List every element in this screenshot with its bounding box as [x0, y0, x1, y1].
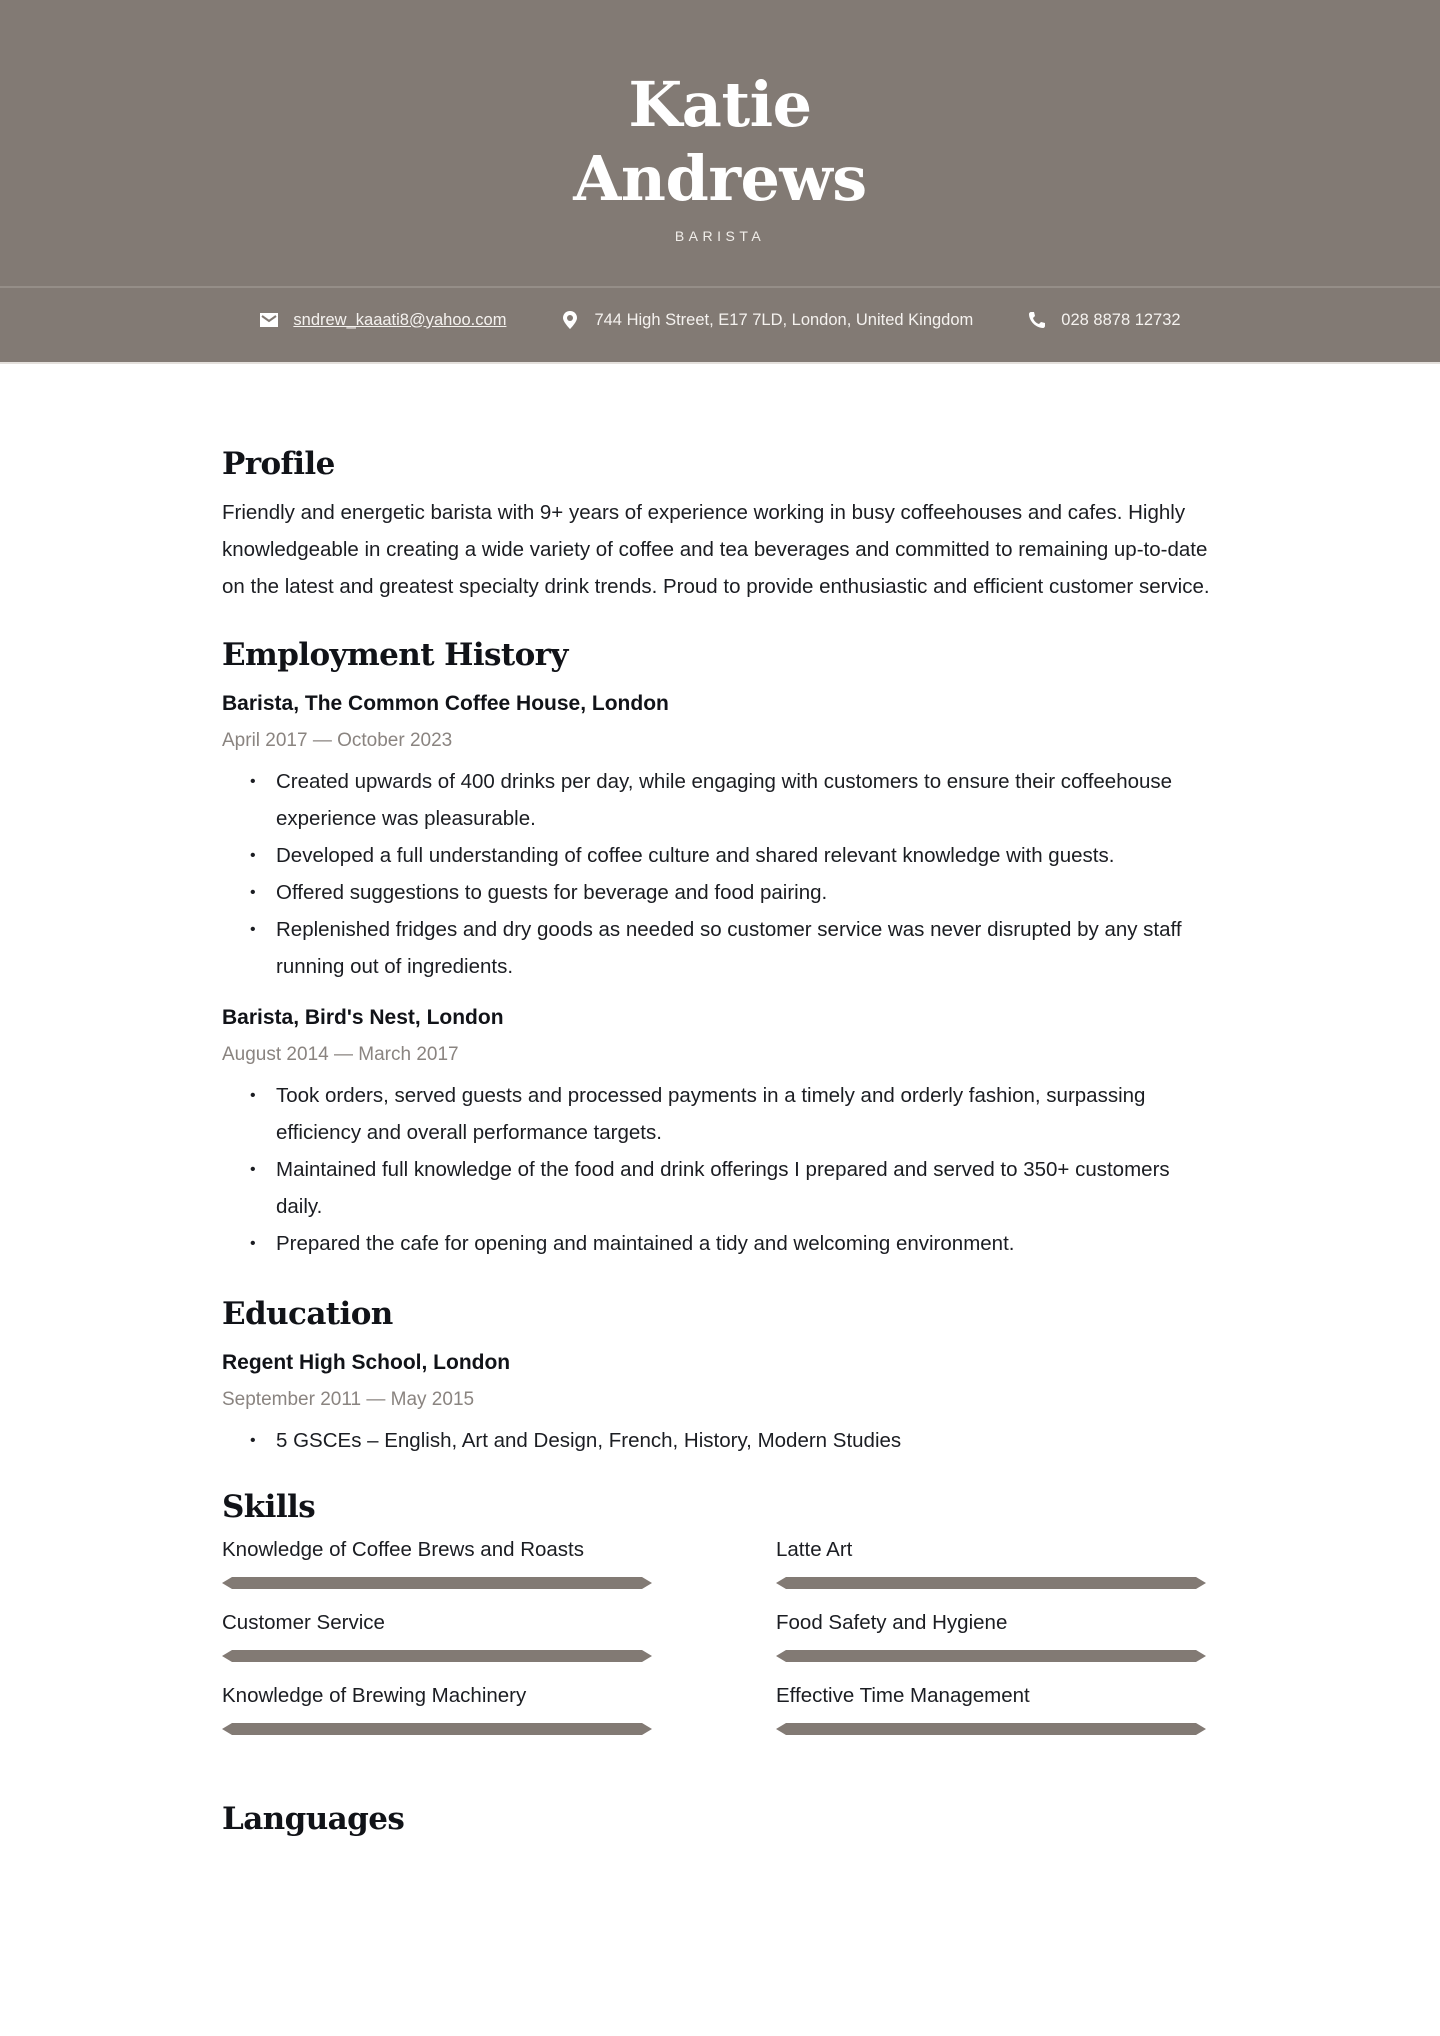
skill-item: [776, 1535, 1206, 1608]
employment-section: [222, 635, 1218, 1262]
bullet-item: • Developed a full understanding of coffee culture and shared relevant knowledge with guests.: [222, 837, 1218, 874]
first-name: Katie: [628, 68, 812, 141]
map-pin-icon: [560, 310, 580, 330]
bullet-item: • Prepared the cafe for opening and maintained a tidy and welcoming environment.: [222, 1225, 1218, 1262]
skill-label: Knowledge of Brewing Machinery: [222, 1684, 527, 1707]
job-title: Barista, Bird's Nest, London: [222, 1006, 504, 1029]
skill-label: Effective Time Management: [776, 1684, 1030, 1707]
header-divider: [0, 286, 1440, 288]
contact-email: [259, 310, 506, 330]
contact-address: [560, 310, 973, 330]
contact-bar: [0, 308, 1440, 332]
skills-section: [222, 1487, 1218, 1754]
last-name: Andrews: [573, 142, 867, 215]
skill-label: Food Safety and Hygiene: [776, 1611, 1008, 1634]
skill-item: [222, 1681, 652, 1754]
skill-label: Customer Service: [222, 1611, 385, 1634]
languages-section: [222, 1799, 1218, 1969]
resume-header: [0, 0, 1440, 364]
bullet-item: • Took orders, served guests and processed payments in a timely and orderly fashion, surpassing efficiency and overall performance targets.: [222, 1077, 1218, 1151]
education-entry: [222, 1348, 1218, 1459]
phone-icon: [1027, 310, 1047, 330]
education-dates: September 2011 — May 2015: [222, 1389, 475, 1410]
email-link[interactable]: sndrew_kaaati8@yahoo.com: [293, 310, 507, 329]
skill-item: [776, 1608, 1206, 1681]
skill-level-bar: [222, 1723, 652, 1735]
bullet-item: • 5 GSCEs – English, Art and Design, French, History, Modern Studies: [222, 1422, 1218, 1459]
job-title: Barista, The Common Coffee House, London: [222, 692, 669, 715]
job-dates: April 2017 — October 2023: [222, 730, 453, 751]
school-name: Regent High School, London: [222, 1351, 511, 1374]
skills-grid: [222, 1535, 1218, 1754]
envelope-icon: [259, 310, 279, 330]
skill-item: [776, 1681, 1206, 1754]
education-heading: Education: [222, 1296, 393, 1332]
skill-label: Knowledge of Coffee Brews and Roasts: [222, 1538, 585, 1561]
skill-item: [222, 1608, 652, 1681]
bullet-item: • Created upwards of 400 drinks per day, while engaging with customers to ensure their coffeehouse experience was pleasurable.: [222, 763, 1218, 837]
bullet-item: • Offered suggestions to guests for beverage and food pairing.: [222, 874, 1218, 911]
bullet-item: • Maintained full knowledge of the food and drink offerings I prepared and served to 350+ customers daily.: [222, 1151, 1218, 1225]
contact-phone: [1027, 310, 1180, 330]
job-dates: August 2014 — March 2017: [222, 1044, 459, 1065]
skill-level-bar: [222, 1577, 652, 1589]
profile-summary: Friendly and energetic barista with 9+ years of experience working in busy coffeehouses and cafes. Highly knowledgeable in creating a wide variety of coffee and tea beverages and committed to remaining up-to-date on the latest and greatest specialty drink trends. Proud to provide enthusiastic and efficient customer service.: [222, 501, 1210, 598]
phone-text: 028 8878 12732: [1061, 310, 1181, 329]
skill-label: Latte Art: [776, 1538, 853, 1561]
profile-section: [222, 444, 1218, 605]
profile-heading: Profile: [222, 446, 335, 482]
job-entry: [222, 689, 1218, 985]
address-text: 744 High Street, E17 7LD, London, United Kingdom: [594, 310, 974, 329]
skill-level-bar: [776, 1723, 1206, 1735]
skill-level-bar: [776, 1577, 1206, 1589]
job-bullets: [222, 1077, 1218, 1262]
bullet-item: • Replenished fridges and dry goods as needed so customer service was never disrupted by any staff running out of ingredients.: [222, 911, 1218, 985]
candidate-name: [0, 68, 1440, 216]
skill-item: [222, 1535, 652, 1608]
skill-level-bar: [776, 1650, 1206, 1662]
job-bullets: [222, 763, 1218, 985]
employment-heading: Employment History: [222, 637, 568, 673]
job-title: BARISTA: [674, 228, 766, 244]
languages-heading: Languages: [222, 1801, 405, 1837]
education-section: [222, 1294, 1218, 1459]
job-entry: [222, 1003, 1218, 1262]
resume-body: [0, 444, 1440, 1969]
education-bullets: [222, 1422, 1218, 1459]
skills-heading: Skills: [222, 1489, 316, 1525]
skill-level-bar: [222, 1650, 652, 1662]
